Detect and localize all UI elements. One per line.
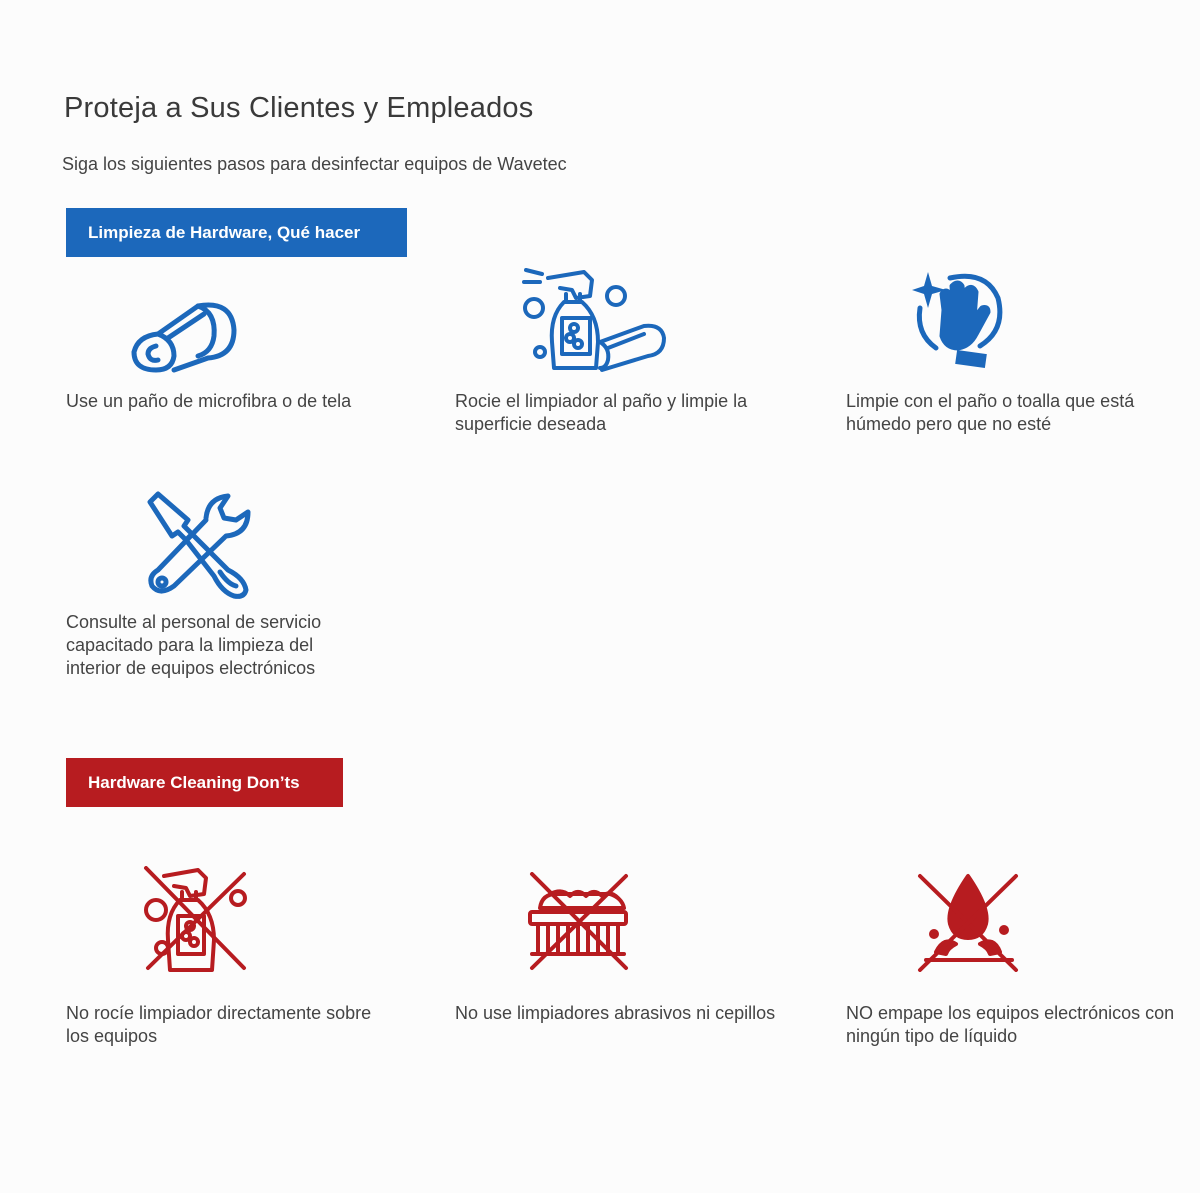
dont-caption-1: No rocíe limpiador directamente sobre los equipos xyxy=(66,1003,372,1046)
dont-caption-3: NO empape los equipos electrónicos con ningún tipo de líquido xyxy=(846,1003,1175,1046)
no-spray-icon xyxy=(140,866,252,974)
do-caption-3: Limpie con el paño o toalla que está húmedo pero que no esté xyxy=(846,391,1135,434)
do-caption-1: Use un paño de microfibra o de tela xyxy=(66,391,352,411)
no-brush-icon xyxy=(526,872,630,972)
no-liquid-icon xyxy=(916,872,1020,972)
page-title: Proteja a Sus Clientes y Empleados xyxy=(64,92,534,124)
do-caption-4: Consulte al personal de servicio capacitado para la limpieza del interior de equipos electrónicos xyxy=(66,612,322,678)
dont-section-badge: Hardware Cleaning Don’ts xyxy=(66,758,343,807)
page-subtitle: Siga los siguientes pasos para desinfectar equipos de Wavetec xyxy=(62,154,567,174)
do-caption-2: Rocie el limpiador al paño y limpie la superficie deseada xyxy=(455,391,748,434)
screwdriver-wrench-icon xyxy=(144,490,254,600)
towel-icon xyxy=(128,300,240,376)
spray-bottle-cloth-icon xyxy=(520,266,670,374)
do-section-badge: Limpieza de Hardware, Qué hacer xyxy=(66,208,407,257)
dont-caption-2: No use limpiadores abrasivos ni cepillos xyxy=(455,1003,776,1023)
wiping-glove-icon xyxy=(912,268,1006,370)
